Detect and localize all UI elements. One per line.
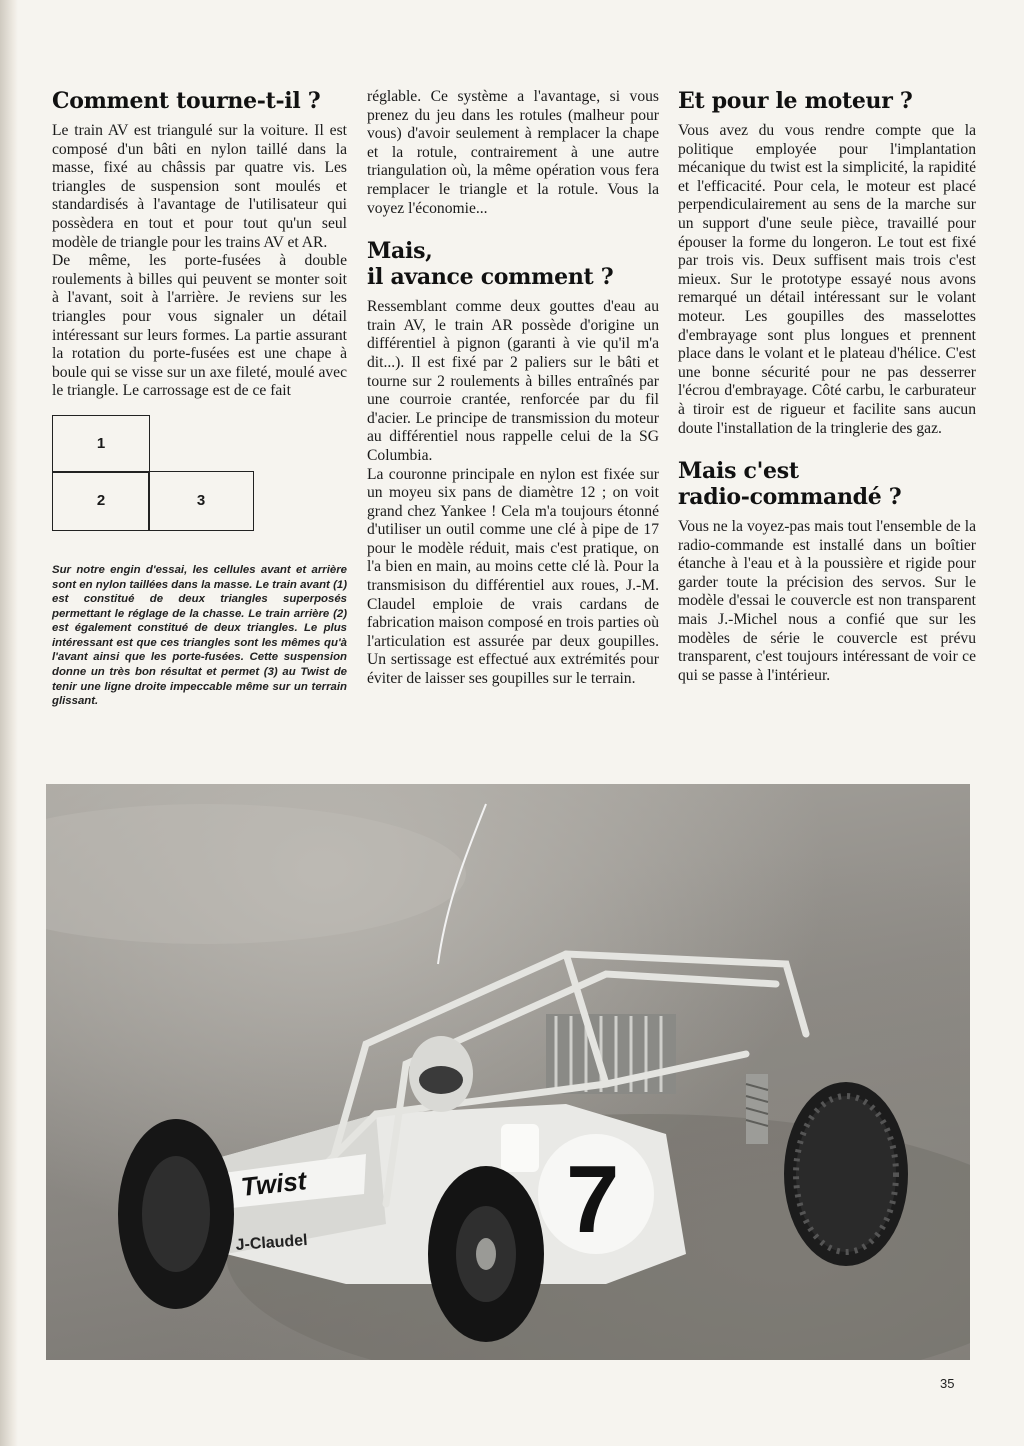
paragraph: La couronne principale en nylon est fixée sur un moyeu six pans de diamètre 12 ; on voit grand chez Yankee ! Cela m'a toujours étonné d'utiliser un outil comme une clé à pipe de 17 pour le modèle réduit, mais c'est pratique, on l'a bien en main, au moins cette clé là. Pour la transmisison du différentiel aux roues, J.-M. Claudel emploie de vrais cardans de fabrication maison composé en trois parties où l'articulation est assurée par deux goupilles. Un sertissage est effectué aux extrémités pour éviter de laisser ses goupilles sur le terrain. <box>367 465 659 688</box>
column-2 <box>367 88 659 689</box>
heading-radio-commande <box>678 458 976 510</box>
page-binding-shadow <box>0 0 18 1446</box>
column-1 <box>52 88 347 720</box>
column-3 <box>678 88 976 685</box>
paragraph: De même, les porte-fusées à double roulements à billes qui peuvent se monter soit à l'avant, soit à l'arrière. Je reviens sur les triangles pour vous signaler un détail intéressant sur leurs formes. La partie assurant la rotation du porte-fusées est une chape à boule qui se visse sur un axe fileté, moulé avec le triangle. Le carrossage est de ce fait <box>52 252 347 400</box>
paragraph: Le train AV est triangulé sur la voiture. Il est composé d'un bâti en nylon taillé dans la masse, fixé au châssis par quatre vis. Les triangles de suspension sont moulés et standardisés à l'avantage de l'utilisateur qui possèdera en tout et pour tout qu'un seul modèle de triangle pour les trains AV et AR. <box>52 122 347 251</box>
suspension-diagram <box>52 415 257 533</box>
rc-buggy-photo <box>46 784 970 1360</box>
side-decal: J-Claudel <box>235 1232 309 1254</box>
rc-buggy-illustration <box>46 784 970 1360</box>
heading-il-avance <box>367 238 659 290</box>
race-number-decal: 7 <box>566 1146 620 1253</box>
heading-line: radio-commandé ? <box>678 484 902 511</box>
page-number: 35 <box>940 1376 955 1391</box>
heading-line: Mais c'est <box>678 458 799 485</box>
heading-comment-tourne: Comment tourne-t-il ? <box>52 88 321 114</box>
paragraph: réglable. Ce système a l'avantage, si vous prenez du jeu dans les rotules (malheur pour vous) d'avoir seulement à remplacer la chape et la rotule, contrairement à une autre triangulation où, la même opération vous fera remplacer le triangle et la rotule. Vous la voyez l'économie... <box>367 88 659 217</box>
diagram-cell-2: 2 <box>52 471 150 531</box>
diagram-cell-3: 3 <box>148 471 254 531</box>
figure-caption: Sur notre engin d'essai, les cellules avant et arrière sont en nylon taillées dans la masse. Le train avant (1) est constitué de deux triangles superposés permettant le réglage de la chasse. Le train arrière (2) est également constitué de deux triangles. Le plus intéressant est que ces triangles sont les mêmes qu'à l'avant ainsi que les porte-fusées. Cette suspension donne un très bon résultat et permet (3) au Twist de tenir une ligne droite impeccable même sur un terrain glissant. <box>52 563 347 708</box>
paragraph: Vous ne la voyez-pas mais tout l'ensemble de la radio-commande est installé dans un boîtier étanche à l'eau et à la poussière et rigide pour garder toute la précision des servos. Sur le modèle d'essai le couvercle est non transparent mais J.-Michel nous a confié que sur les modèles de série le couvercle est prévu transparent, c'est toujours intéressant de voir ce qui se passe à l'intérieur. <box>678 518 976 684</box>
paragraph: Vous avez du vous rendre compte que la politique employée pour l'implantation mécanique du twist est la simplicité, la rapidité et l'efficacité. Pour cela, le moteur est placé perpendiculairement au sens de la marche sur un support d'une seule pièce, travaillé pour épouser la forme du longeron. Le tout est fixé par trois vis. Deux suffisent mais trois c'est mieux. Sur le prototype essayé nous avons remarqué un détail intéressant sur le volant moteur. Les goupilles des masselottes d'embrayage sont plus longues et prennent place dans le volant et le plateau d'hélice. C'est une bonne sécurité pour ne pas desserrer l'écrou d'embrayage. Côté carbu, le carburateur à tiroir est de rigueur et facilite sans aucun doute l'installation de la tringlerie des gaz. <box>678 122 976 437</box>
paragraph: Ressemblant comme deux gouttes d'eau au train AV, le train AR possède d'origine un différentiel à pignon (garanti à vie qu'il m'a dit...). Il est fixé par 2 paliers sur le bâti et tourne sur 2 roulements à billes entraînés par une courroie crantée, renforcée par du fil d'acier. Le principe de transmission du moteur au différentiel nous rappelle celui de la SG Columbia. <box>367 298 659 464</box>
heading-line: il avance comment ? <box>367 264 614 291</box>
car-name-decal: Twist <box>239 1165 308 1202</box>
diagram-cell-1: 1 <box>52 415 150 473</box>
heading-pour-le-moteur: Et pour le moteur ? <box>678 88 913 114</box>
heading-line: Mais, <box>367 238 433 265</box>
